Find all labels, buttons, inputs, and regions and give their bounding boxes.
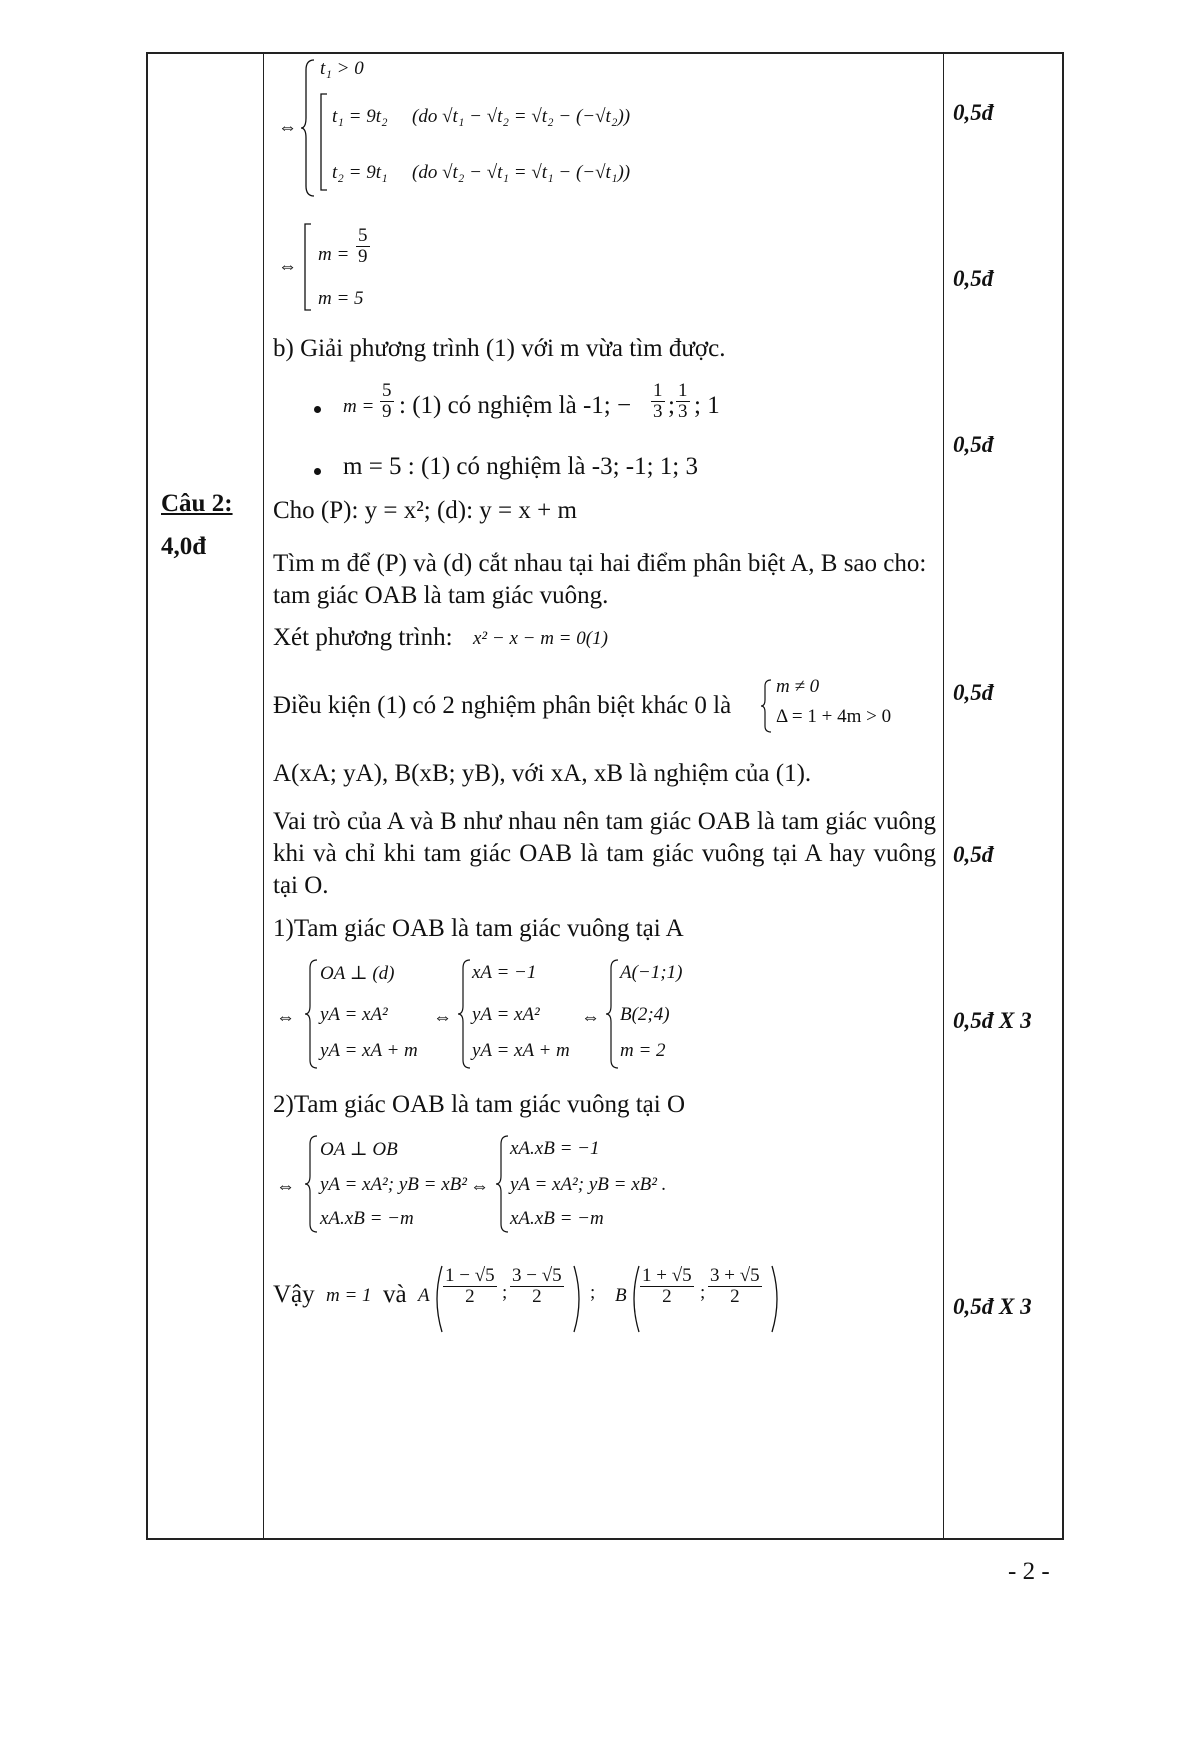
c1-s2-line2: yA = xA²	[472, 1004, 540, 1025]
equiv-symbol: ⇔	[278, 117, 297, 138]
case2-heading: 2)Tam giác OAB là tam giác vuông tại O	[273, 1091, 686, 1118]
result-a-x-frac: $\frac{1 - √5}{2}$	[445, 1265, 495, 1307]
c2-s1-line3: xA.xB = −m	[320, 1208, 414, 1229]
cond-2: Δ = 1 + 4m > 0	[776, 706, 892, 727]
case1-heading: 1)Tam giác OAB là tam giác vuông tại A	[273, 915, 684, 942]
q2-consider: Xét phương trình:	[273, 624, 453, 651]
equiv-symbol-2: ⇔	[278, 256, 297, 277]
c2-s2-line2: yA = xA²; yB = xB² .	[510, 1174, 667, 1195]
c1-s1-line2: yA = xA²	[320, 1004, 388, 1025]
part-b-heading: b) Giải phương trình (1) với m vừa tìm được.	[273, 335, 726, 362]
bullet2-text: m = 5 : (1) có nghiệm là -3; -1; 1; 3	[343, 453, 699, 480]
bullet1-fraction: $\frac{5}{9}$	[382, 380, 392, 422]
result-a-separator: ;	[502, 1282, 508, 1303]
question-points: 4,0đ	[161, 533, 207, 560]
bullet1-end: ; 1	[694, 392, 720, 419]
m-fraction: $\frac{5}{9}$	[358, 225, 368, 267]
q2-given: Cho (P): y = x²; (d): y = x + m	[273, 497, 577, 524]
sys-t-case1: t₁ = 9t₂	[332, 106, 388, 127]
result-a-open-paren	[430, 1264, 444, 1334]
c1-s3-line1: A(−1;1)	[620, 962, 683, 983]
c1-s2-line1: xA = −1	[472, 962, 537, 983]
q2-task: Tìm m để (P) và (d) cắt nhau tại hai điểm phân biệt A, B sao cho: tam giác OAB là tam giác vuông.	[273, 550, 927, 609]
result-point-a: A	[418, 1285, 430, 1306]
case1-brace-1	[304, 958, 318, 1070]
score-1: 0,5đ	[953, 100, 994, 125]
result-a-y-frac: $\frac{3 - √5}{2}$	[512, 1265, 562, 1307]
condition-brace	[760, 678, 772, 734]
m-eq-label: m =	[318, 244, 350, 265]
case-bracket	[318, 92, 328, 192]
score-6: 0,5đ X 3	[953, 1008, 1032, 1033]
c2-s2-line1: xA.xB = −1	[510, 1138, 600, 1159]
column-divider-1	[263, 54, 264, 1538]
sys-t-case2-note: (do √t₂ − √t₁ = √t₁ − (−√t₁))	[412, 162, 631, 183]
equiv-symbol-7: ⇔	[470, 1176, 489, 1197]
question-label: Câu 2:	[161, 490, 233, 517]
result-b-close-paren	[770, 1264, 784, 1334]
case2-brace-2	[495, 1134, 509, 1234]
sys-t-positive: t₁ > 0	[320, 58, 364, 79]
result-point-b: B	[615, 1285, 627, 1306]
bullet-marker	[314, 406, 321, 413]
sys-t-case1-note: (do √t₁ − √t₂ = √t₂ − (−√t₂))	[412, 106, 631, 127]
bullet1-m-label: m =	[343, 396, 375, 417]
result-b-y-frac: $\frac{3 + √5}{2}$	[710, 1265, 760, 1307]
equiv-symbol-3: ⇔	[276, 1007, 295, 1028]
c2-s2-line3: xA.xB = −m	[510, 1208, 604, 1229]
score-4: 0,5đ	[953, 680, 994, 705]
score-3: 0,5đ	[953, 432, 994, 457]
q2-consider-eq: x² − x − m = 0(1)	[473, 628, 608, 649]
result-b-x-frac: $\frac{1 + √5}{2}$	[642, 1265, 692, 1307]
q2-points-def: A(xA; yA), B(xB; yB), với xA, xB là nghiệm của (1).	[273, 760, 812, 787]
bullet-marker	[314, 468, 321, 475]
result-ab-separator: ;	[590, 1282, 596, 1303]
bullet1-frac-2: $\frac{1}{3}$	[678, 380, 688, 422]
q2-role: Vai trò của A và B như nhau nên tam giác OAB là tam giác vuông khi và chỉ khi tam giác OAB là tam giác vuông tại A hay vuông tại O.	[273, 808, 936, 899]
result-b-open-paren	[627, 1264, 641, 1334]
bullet1-text: : (1) có nghiệm là -1; −	[399, 392, 632, 419]
bullet1-frac-1: $\frac{1}{3}$	[653, 380, 663, 422]
result-b-separator: ;	[700, 1282, 706, 1303]
score-2: 0,5đ	[953, 266, 994, 291]
m-case-bracket	[302, 222, 312, 312]
result-prefix: Vậy	[273, 1281, 315, 1308]
equiv-symbol-4: ⇔	[433, 1007, 452, 1028]
column-divider-2	[943, 54, 944, 1538]
c1-s3-line3: m = 2	[620, 1040, 666, 1061]
system-brace	[300, 58, 316, 198]
c1-s3-line2: B(2;4)	[620, 1004, 670, 1025]
c2-s1-line2: yA = xA²; yB = xB²	[320, 1174, 467, 1195]
c2-s1-line1: OA ⊥ OB	[320, 1139, 398, 1160]
score-7: 0,5đ X 3	[953, 1294, 1032, 1319]
cond-1: m ≠ 0	[776, 676, 820, 697]
result-m: m = 1	[326, 1285, 372, 1306]
result-a-close-paren	[572, 1264, 586, 1334]
m-alt-value: m = 5	[318, 288, 364, 309]
q2-condition: Điều kiện (1) có 2 nghiệm phân biệt khác 0 là	[273, 692, 732, 719]
case1-brace-2	[457, 958, 471, 1070]
case2-brace-1	[304, 1134, 318, 1234]
bullet1-separator: ;	[668, 392, 675, 419]
equiv-symbol-5: ⇔	[581, 1007, 600, 1028]
result-and: và	[383, 1281, 407, 1308]
c1-s1-line1: OA ⊥ (d)	[320, 963, 395, 984]
score-5: 0,5đ	[953, 842, 994, 867]
c1-s1-line3: yA = xA + m	[320, 1040, 418, 1061]
equiv-symbol-6: ⇔	[276, 1176, 295, 1197]
c1-s2-line3: yA = xA + m	[472, 1040, 570, 1061]
case1-brace-3	[605, 958, 619, 1070]
sys-t-case2: t₂ = 9t₁	[332, 162, 388, 183]
page-number: - 2 -	[1008, 1558, 1050, 1585]
